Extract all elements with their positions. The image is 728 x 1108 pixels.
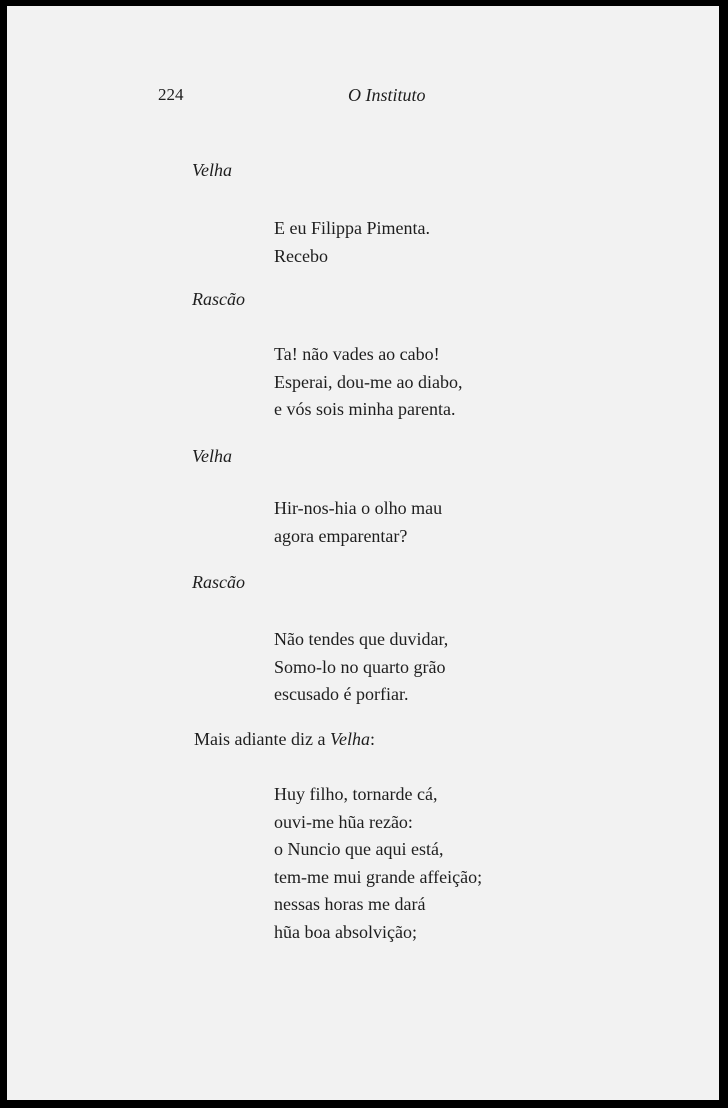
page-number: 224 bbox=[158, 85, 184, 104]
verse-line: tem-me mui grande affeição; bbox=[274, 866, 483, 887]
verse-line: Huy filho, tornarde cá, bbox=[274, 784, 438, 804]
verse-line: escusado é porfiar. bbox=[274, 684, 409, 704]
verse-line: e vós sois minha parenta. bbox=[274, 399, 456, 419]
speaker-label: Velha bbox=[192, 160, 232, 180]
verse-line: Somo-lo no quarto grão bbox=[274, 656, 446, 677]
verse-line: Ta! não vades ao cabo! bbox=[274, 344, 440, 364]
speaker-label: Rascão bbox=[192, 572, 245, 592]
narration-line bbox=[194, 729, 375, 750]
verse-block bbox=[274, 215, 430, 270]
verse-line: E eu Filippa Pimenta. bbox=[274, 218, 430, 238]
verse-line: Hir-nos-hia o olho mau bbox=[274, 498, 443, 518]
verse-line: o Nuncio que aqui está, bbox=[274, 839, 444, 859]
verse-block bbox=[274, 781, 482, 946]
verse-line: nessas horas me dará bbox=[274, 894, 426, 914]
verse-block bbox=[274, 341, 462, 424]
verse-line: Recebo bbox=[274, 245, 328, 266]
verse-line: Não tendes que duvidar, bbox=[274, 629, 449, 649]
book-page bbox=[7, 6, 719, 1100]
narration-speaker-name: Velha bbox=[329, 729, 370, 749]
verse-block bbox=[274, 495, 442, 550]
verse-line: ouvi-me hũa rezão: bbox=[274, 811, 413, 832]
narration-suffix: : bbox=[369, 729, 375, 749]
verse-block bbox=[274, 626, 448, 709]
running-title: O Instituto bbox=[348, 85, 426, 105]
narration-prefix: Mais adiante diz a bbox=[194, 729, 330, 749]
speaker-label: Velha bbox=[192, 446, 232, 466]
verse-line: hũa boa absolvição; bbox=[274, 921, 417, 942]
verse-line: Esperai, dou-me ao diabo, bbox=[274, 371, 463, 392]
verse-line: agora emparentar? bbox=[274, 525, 408, 546]
speaker-label: Rascão bbox=[192, 289, 245, 309]
